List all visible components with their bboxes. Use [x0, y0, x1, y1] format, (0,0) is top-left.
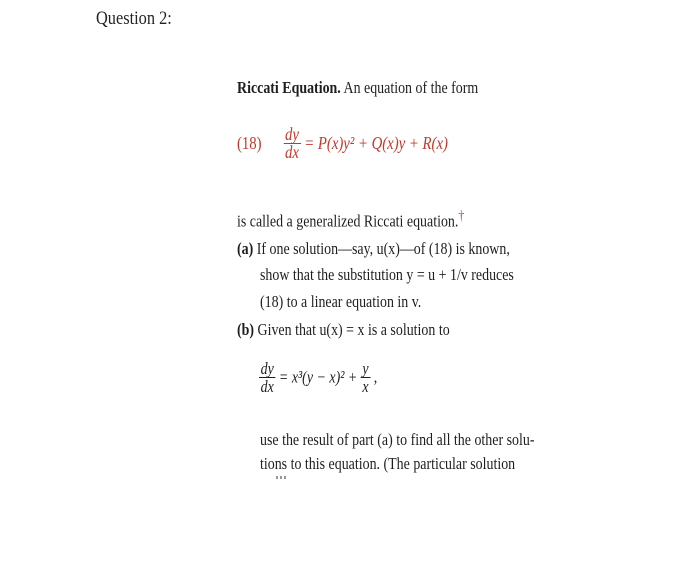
cut-off-text-remnant — [276, 476, 286, 479]
part-a-line-3: (18) to a linear equation in v. — [260, 292, 422, 311]
part-a-line-1 — [237, 237, 510, 261]
generalized-riccati-text: is called a generalized Riccati equation. — [237, 211, 459, 231]
intro-line — [237, 76, 478, 100]
closing-line-2: tions to this equation. (The particular solution — [260, 454, 516, 473]
part-b-text-1: Given that u(x) = x is a solution to — [257, 320, 450, 339]
part-a-label: (a) — [237, 239, 254, 258]
equation-b — [259, 360, 377, 395]
equation-18-rhs: = P(x)y² + Q(x)y + R(x) — [304, 133, 448, 153]
equation-b-comma: , — [373, 367, 378, 387]
equation-18-dx: dx — [284, 142, 299, 162]
part-b-line-1 — [237, 318, 450, 342]
equation-b-middle: = x³(y − x)² + — [278, 367, 358, 387]
equation-b-x: x — [362, 377, 369, 396]
equation-b-y: y — [362, 359, 369, 378]
part-a-line-2: show that the substitution y = u + 1/v reduces — [260, 265, 514, 284]
question-title: Question 2: — [96, 8, 172, 29]
equation-18-label: (18) — [237, 133, 262, 153]
equation-b-y-over-x — [361, 360, 370, 395]
closing-line-1: use the result of part (a) to find all the other solu- — [260, 430, 535, 449]
riccati-heading: Riccati Equation. — [237, 78, 341, 97]
equation-18 — [237, 126, 448, 161]
dagger-footnote-mark: † — [458, 208, 465, 224]
equation-18-derivative — [283, 126, 300, 161]
equation-b-dx: dx — [260, 377, 274, 396]
intro-text: An equation of the form — [343, 78, 479, 97]
equation-18-dy: dy — [284, 124, 299, 144]
equation-b-dy: dy — [260, 359, 274, 378]
part-b-label: (b) — [237, 320, 255, 339]
part-a-text-1: If one solution—say, u(x)—of (18) is known, — [256, 239, 510, 258]
generalized-riccati-line — [237, 204, 464, 234]
equation-b-derivative — [259, 360, 275, 395]
